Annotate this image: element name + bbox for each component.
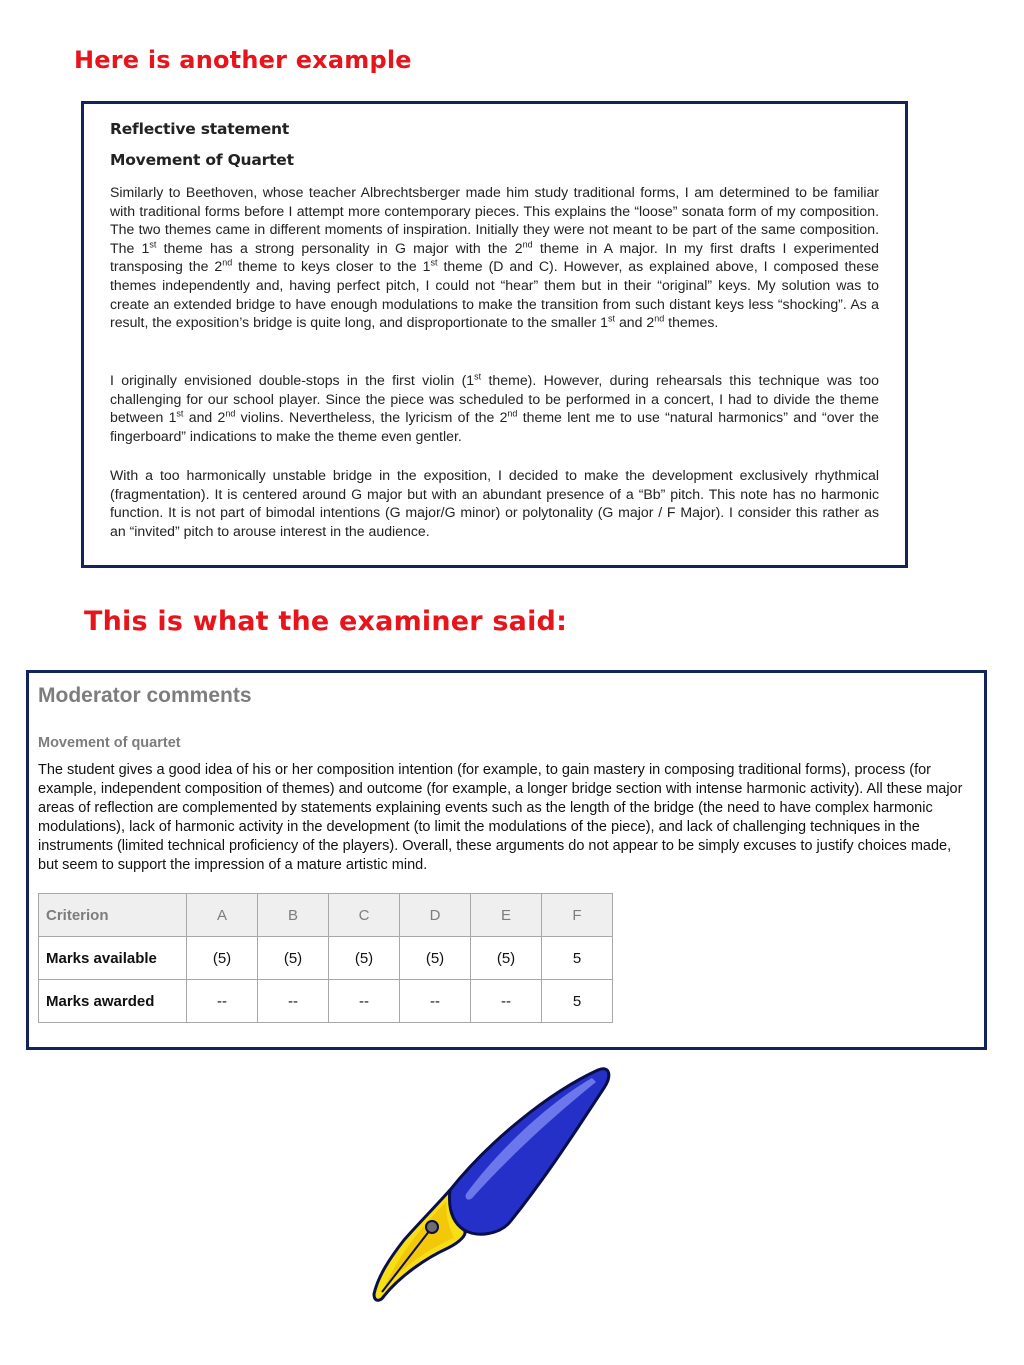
table-cell: (5)	[471, 937, 542, 980]
table-cell: --	[187, 980, 258, 1023]
reflective-paragraph-1: Similarly to Beethoven, whose teacher Albrechtsberger made him study traditional forms, I am determined to be familiar with traditional forms before I attempt more contemporary pieces. This explains the “loose” sonata form of my composition. The two themes came in different moments of inspiration. Initially they were not meant to be part of the same composition. The 1st theme has a strong personality in G major with the 2nd theme in A major. In my first drafts I experimented transposing the 2nd theme to keys closer to the 1st theme (D and C). However, as explained above, I composed these themes independently and, having perfect pitch, I could not “hear” them but in their “original” keys. My solution was to create an extended bridge to have enough modulations to make the transition from such distant keys less “shocking”. As a result, the exposition’s bridge is quite long, and disproportionate to the smaller 1st and 2nd themes.	[110, 184, 879, 331]
table-cell: --	[400, 980, 471, 1023]
table-cell: --	[258, 980, 329, 1023]
reflective-title: Reflective statement	[110, 120, 290, 138]
table-cell: (5)	[329, 937, 400, 980]
criterion-d: D	[400, 894, 471, 937]
reflective-paragraph-2: I originally envisioned double-stops in the first violin (1st theme). However, during rehearsals this technique was too challenging for our school player. Since the piece was scheduled to be performed in a concert, I had to divide the theme between 1st and 2nd violins. Nevertheless, the lyricism of the 2nd theme lent me to use “natural harmonics” and “over the fingerboard” indications to make the theme even gentler.	[110, 371, 879, 444]
row-label: Marks available	[39, 937, 187, 980]
moderator-subtitle: Movement of quartet	[38, 735, 181, 751]
table-cell: 5	[542, 937, 613, 980]
table-cell: 5	[542, 980, 613, 1023]
reflective-subtitle: Movement of Quartet	[110, 151, 294, 169]
criterion-a: A	[187, 894, 258, 937]
moderator-title: Moderator comments	[38, 684, 252, 707]
row-label: Marks awarded	[39, 980, 187, 1023]
intro-heading: Here is another example	[74, 46, 412, 74]
table-cell: --	[329, 980, 400, 1023]
table-row	[39, 980, 613, 1023]
moderator-paragraph: The student gives a good idea of his or her composition intention (for example, to gain mastery in composing traditional forms), process (for example, independent composition of themes) and outcome (for example, a longer bridge section with intense harmonic activity). All these major areas of reflection are complemented by statements explaining events such as the length of the bridge (the need to have complex harmonic modulations), lack of harmonic activity in the development (to limit the modulations of the piece), and lack of challenging techniques in the instruments (limited technical proficiency of the players). Overall, these arguments do not appear to be simply excuses to justify choices made, but seem to support the impression of a mature artistic mind.	[38, 762, 963, 873]
table-cell: --	[471, 980, 542, 1023]
marks-table	[38, 893, 613, 1023]
criterion-c: C	[329, 894, 400, 937]
table-cell: (5)	[258, 937, 329, 980]
quill-pen-icon	[360, 1062, 616, 1307]
criterion-b: B	[258, 894, 329, 937]
criterion-header: Criterion	[39, 894, 187, 937]
table-row	[39, 937, 613, 980]
moderator-comments-box	[26, 670, 987, 1050]
table-header-row	[39, 894, 613, 937]
reflective-statement-box	[81, 101, 908, 568]
criterion-e: E	[471, 894, 542, 937]
examiner-heading: This is what the examiner said:	[84, 606, 568, 637]
table-cell: (5)	[187, 937, 258, 980]
criterion-f: F	[542, 894, 613, 937]
table-cell: (5)	[400, 937, 471, 980]
reflective-paragraph-3: With a too harmonically unstable bridge in the exposition, I decided to make the development exclusively rhythmical (fragmentation). It is centered around G major but with an abundant presence of a “Bb” pitch. This note has no harmonic function. It is not part of bimodal intentions (G major/G minor) or polytonality (G major / F Major). I consider this rather as an “invited” pitch to arouse interest in the audience.	[110, 467, 879, 539]
